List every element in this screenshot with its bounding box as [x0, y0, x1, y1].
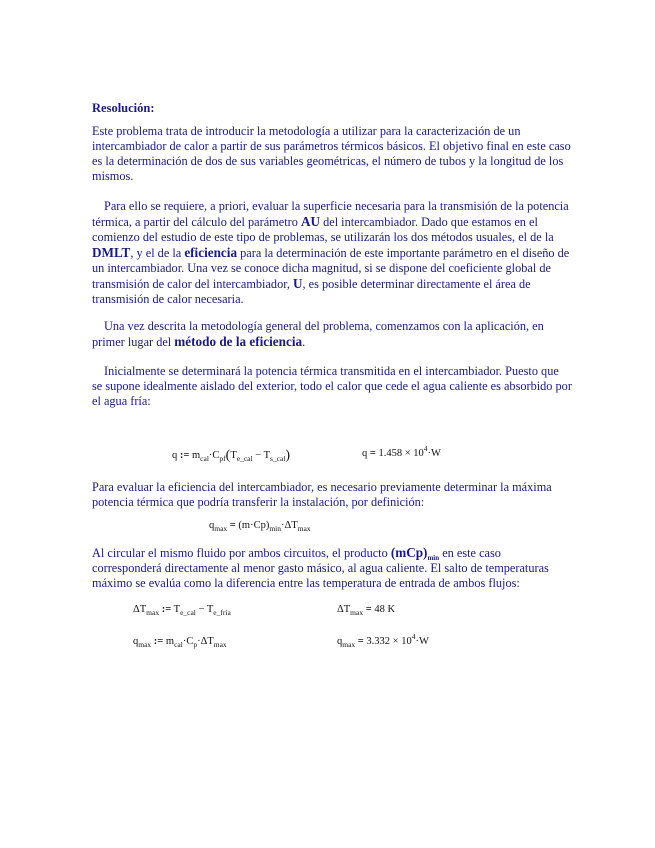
paragraph-method: Para ello se requiere, a priori, evaluar la superficie necesaria para la transmisión de la potencia térmica, a partir del cálculo del parámetro AU del intercambiador. Dado que estamos en el comienzo del estudio de este tipo de problemas, se utilizarán los dos métodos usuales, el de la DMLT, y el de la eficiencia para la determinación de este importante parámetro en el diseño de un intercambiador. Una vez se conoce dicha magnitud, si se dispone del coeficiente global de transmisión de calor del intercambiador, U, es posible determinar directamente el área de transmisión de calor necesaria. [92, 199, 570, 306]
paragraph-intro: Este problema trata de introducir la metodología a utilizar para la caracterización de un intercambiador de calor a partir de sus parámetros térmicos básicos. El objetivo final en este caso es la determinación de dos de sus variables geométricas, el número de tubos y la longitud de los mismos. [92, 124, 571, 183]
paragraph-potencia: Inicialmente se determinará la potencia térmica transmitida en el intercambiador. Puesto que se supone idealmente aislado del exterior, todo el calor que cede el agua caliente es absorbido por el agua fría: [92, 364, 572, 408]
result-qmax: $q_{max} = 3.332 \times 10^4\cdot W$ [337, 632, 429, 649]
equation-qmax-definition: $q_{max} = (m\cdot Cp)_{min}\cdot\Delta T_{max}$ [209, 520, 311, 533]
result-deltat-max: $\Delta T_{max} = 48$ K [337, 604, 396, 617]
paragraph-circular: Al circular el mismo fluido por ambos circuitos, el producto $(mCp)_{min}$ en este caso corresponderá directamente al menor gasto másico, al agua caliente. El salto de temperaturas máximo se evalúa como la diferencia entre las temperatura de entrada de ambos flujos: [92, 545, 549, 590]
heading-resolucion: Resolución: [92, 101, 155, 115]
paragraph-eficiencia: Para evaluar la eficiencia del intercambiador, es necesario previamente determinar la máxima potencia térmica que podría transferir la instalación, por definición: [92, 480, 552, 509]
paragraph-application: Una vez descrita la metodología general del problema, comenzamos con la aplicación, en primer lugar del método de la eficiencia. [92, 319, 544, 349]
equation-q-definition: q := $m_{cal}\cdot C_{pf}(T_{e\_cal} - T_{s\_cal})$ [172, 448, 291, 463]
result-q: $q = 1.458 \times 10^4\cdot W$ [362, 444, 441, 459]
equation-qmax-calc: $q_{max}$ := $m_{cal}\cdot C_p\cdot\Delta T_{max}$ [133, 636, 227, 649]
equation-deltat-max: $\Delta T_{max}$ := $T_{e\_cal} - T_{e\_fría}$ [133, 604, 231, 617]
